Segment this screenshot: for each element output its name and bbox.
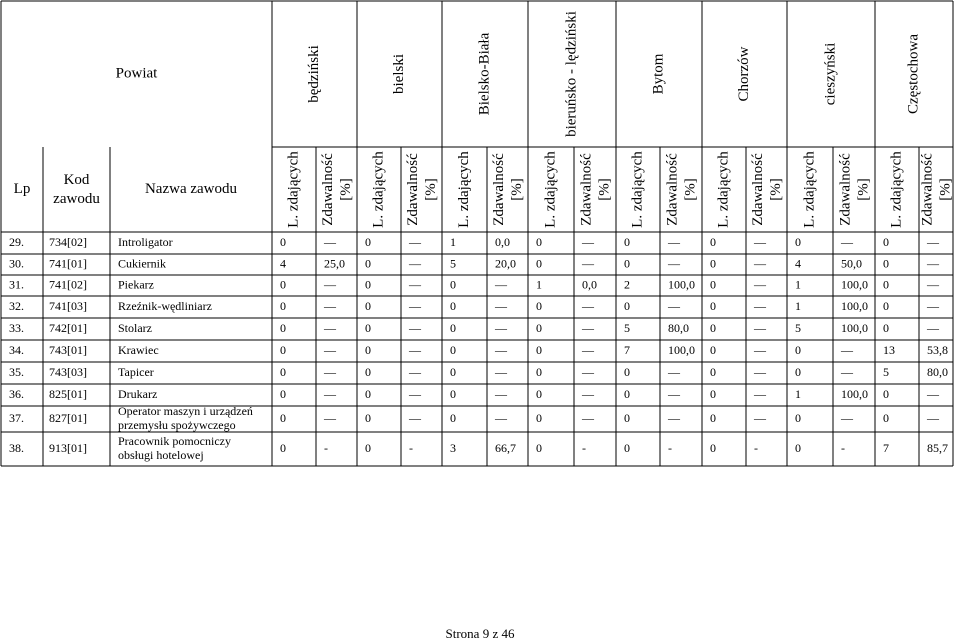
cell-l-zdajacych: 0: [280, 410, 286, 425]
cell-zdawalnosc: —: [409, 277, 421, 292]
header-kod: Kod: [63, 171, 90, 188]
cell-zdawalnosc: —: [582, 386, 594, 401]
cell-zdawalnosc: —: [754, 342, 766, 357]
cell-zdawalnosc: —: [495, 342, 507, 357]
cell-l-zdajacych: 0: [450, 364, 456, 379]
cell-l-zdajacych: 7: [883, 440, 889, 455]
cell-l-zdajacych: 5: [795, 320, 801, 335]
row-nazwa: Drukarz: [118, 386, 158, 401]
cell-zdawalnosc: 0,0: [495, 234, 510, 249]
header-zdawalnosc: Zdawalność: [490, 153, 507, 226]
cell-l-zdajacych: 0: [710, 277, 716, 292]
header-l-zdajacych: L. zdających: [455, 151, 472, 228]
cell-l-zdajacych: 0: [795, 364, 801, 379]
cell-l-zdajacych: 5: [883, 364, 889, 379]
header-l-zdajacych: L. zdających: [715, 151, 732, 228]
cell-zdawalnosc: 66,7: [495, 440, 516, 455]
cell-l-zdajacych: 0: [536, 234, 542, 249]
cell-l-zdajacych: 0: [536, 256, 542, 271]
cell-zdawalnosc: —: [754, 364, 766, 379]
cell-l-zdajacych: 0: [536, 320, 542, 335]
cell-l-zdajacych: 0: [624, 386, 630, 401]
row-lp: 32.: [9, 298, 24, 313]
row-kod: 734[02]: [49, 234, 87, 249]
cell-zdawalnosc: —: [668, 298, 680, 313]
cell-l-zdajacych: 0: [795, 234, 801, 249]
cell-zdawalnosc: —: [754, 277, 766, 292]
cell-zdawalnosc: —: [754, 320, 766, 335]
cell-l-zdajacych: 3: [450, 440, 456, 455]
header-l-zdajacych: L. zdających: [542, 151, 559, 228]
header-powiat-name: będziński: [305, 45, 322, 103]
cell-zdawalnosc: —: [409, 342, 421, 357]
header-l-zdajacych: L. zdających: [370, 151, 387, 228]
header-powiat-name: bieruńsko - lędziński: [563, 11, 580, 137]
cell-zdawalnosc: —: [495, 320, 507, 335]
cell-zdawalnosc: 85,7: [927, 440, 948, 455]
cell-zdawalnosc: —: [841, 364, 853, 379]
cell-zdawalnosc: —: [324, 298, 336, 313]
cell-l-zdajacych: 0: [795, 440, 801, 455]
cell-zdawalnosc: 50,0: [841, 256, 862, 271]
cell-l-zdajacych: 0: [536, 440, 542, 455]
cell-l-zdajacych: 0: [365, 386, 371, 401]
row-lp: 35.: [9, 364, 24, 379]
header-zdawalnosc: Zdawalność: [837, 153, 854, 226]
header-zdawalnosc: Zdawalność: [404, 153, 421, 226]
cell-zdawalnosc: —: [495, 386, 507, 401]
row-kod: 741[03]: [49, 298, 87, 313]
cell-zdawalnosc: —: [324, 320, 336, 335]
cell-zdawalnosc: —: [927, 320, 939, 335]
header-zdawalnosc-unit: [%]: [937, 178, 954, 201]
cell-l-zdajacych: 0: [450, 386, 456, 401]
cell-l-zdajacych: 0: [710, 440, 716, 455]
cell-l-zdajacych: 0: [883, 386, 889, 401]
row-nazwa: Krawiec: [118, 342, 159, 357]
cell-zdawalnosc: —: [324, 410, 336, 425]
cell-zdawalnosc: 100,0: [841, 298, 868, 313]
cell-zdawalnosc: 80,0: [668, 320, 689, 335]
cell-zdawalnosc: 100,0: [668, 277, 695, 292]
row-lp: 31.: [9, 277, 24, 292]
cell-zdawalnosc: —: [409, 234, 421, 249]
row-kod: 913[01]: [49, 440, 87, 455]
header-powiat: Powiat: [115, 65, 158, 82]
cell-l-zdajacych: 0: [365, 440, 371, 455]
page-number: Strona 9 z 46: [445, 626, 515, 641]
cell-l-zdajacych: 0: [883, 298, 889, 313]
cell-zdawalnosc: —: [582, 298, 594, 313]
cell-zdawalnosc: —: [582, 256, 594, 271]
cell-zdawalnosc: —: [582, 342, 594, 357]
row-kod: 742[01]: [49, 320, 87, 335]
cell-l-zdajacych: 0: [450, 277, 456, 292]
cell-l-zdajacych: 5: [624, 320, 630, 335]
cell-l-zdajacych: 0: [624, 410, 630, 425]
cell-zdawalnosc: —: [495, 277, 507, 292]
cell-zdawalnosc: —: [668, 256, 680, 271]
cell-zdawalnosc: —: [841, 234, 853, 249]
cell-l-zdajacych: 0: [795, 342, 801, 357]
cell-l-zdajacych: 1: [536, 277, 542, 292]
row-nazwa: przemysłu spożywczego: [118, 417, 236, 432]
cell-l-zdajacych: 0: [365, 320, 371, 335]
row-lp: 29.: [9, 234, 24, 249]
header-nazwa-zawodu: Nazwa zawodu: [144, 180, 238, 197]
cell-l-zdajacych: 0: [450, 298, 456, 313]
cell-l-zdajacych: 0: [624, 256, 630, 271]
cell-zdawalnosc: —: [582, 364, 594, 379]
cell-zdawalnosc: 53,8: [927, 342, 948, 357]
cell-l-zdajacych: 4: [795, 256, 801, 271]
cell-zdawalnosc: —: [409, 256, 421, 271]
cell-zdawalnosc: 80,0: [927, 364, 948, 379]
header-zdawalnosc: Zdawalność: [919, 153, 936, 226]
header-powiat-name: bielski: [390, 54, 407, 94]
cell-l-zdajacych: 1: [795, 298, 801, 313]
row-lp: 33.: [9, 320, 24, 335]
header-zdawalnosc-unit: [%]: [682, 178, 699, 201]
cell-zdawalnosc: -: [841, 440, 845, 455]
exam-results-table: [1, 1, 953, 466]
row-lp: 37.: [9, 410, 24, 425]
row-nazwa: Pracownik pomocniczy: [118, 433, 231, 448]
cell-zdawalnosc: —: [668, 234, 680, 249]
cell-zdawalnosc: 100,0: [841, 320, 868, 335]
cell-zdawalnosc: —: [927, 256, 939, 271]
cell-l-zdajacych: 0: [624, 364, 630, 379]
header-zawodu: zawodu: [53, 190, 100, 207]
cell-l-zdajacych: 0: [280, 386, 286, 401]
cell-l-zdajacych: 0: [883, 320, 889, 335]
cell-zdawalnosc: —: [841, 342, 853, 357]
cell-zdawalnosc: —: [927, 234, 939, 249]
cell-l-zdajacych: 0: [710, 364, 716, 379]
cell-zdawalnosc: -: [754, 440, 758, 455]
cell-zdawalnosc: —: [754, 256, 766, 271]
row-lp: 38.: [9, 440, 24, 455]
header-powiat-name: cieszyński: [822, 42, 839, 106]
cell-l-zdajacych: 0: [365, 364, 371, 379]
cell-l-zdajacych: 0: [280, 364, 286, 379]
cell-zdawalnosc: —: [668, 386, 680, 401]
row-nazwa: Introligator: [118, 234, 173, 249]
cell-l-zdajacych: 0: [536, 386, 542, 401]
cell-l-zdajacych: 7: [624, 342, 630, 357]
header-zdawalnosc-unit: [%]: [596, 178, 613, 201]
cell-l-zdajacych: 1: [795, 386, 801, 401]
cell-l-zdajacych: 0: [365, 342, 371, 357]
header-zdawalnosc-unit: [%]: [508, 178, 525, 201]
row-lp: 30.: [9, 256, 24, 271]
cell-zdawalnosc: 20,0: [495, 256, 516, 271]
cell-zdawalnosc: —: [409, 298, 421, 313]
cell-l-zdajacych: 4: [280, 256, 286, 271]
header-zdawalnosc: Zdawalność: [319, 153, 336, 226]
cell-l-zdajacych: 0: [536, 342, 542, 357]
cell-l-zdajacych: 0: [883, 234, 889, 249]
cell-l-zdajacych: 2: [624, 277, 630, 292]
cell-zdawalnosc: —: [582, 320, 594, 335]
cell-zdawalnosc: -: [582, 440, 586, 455]
cell-zdawalnosc: 100,0: [668, 342, 695, 357]
row-nazwa: obsługi hotelowej: [118, 447, 204, 462]
cell-zdawalnosc: —: [927, 410, 939, 425]
cell-zdawalnosc: -: [324, 440, 328, 455]
row-kod: 741[02]: [49, 277, 87, 292]
header-powiat-name: Bytom: [650, 53, 667, 95]
cell-zdawalnosc: -: [409, 440, 413, 455]
header-zdawalnosc-unit: [%]: [855, 178, 872, 201]
cell-l-zdajacych: 0: [624, 298, 630, 313]
cell-l-zdajacych: 0: [365, 256, 371, 271]
cell-zdawalnosc: —: [495, 364, 507, 379]
cell-l-zdajacych: 0: [365, 298, 371, 313]
header-l-zdajacych: L. zdających: [629, 151, 646, 228]
cell-zdawalnosc: —: [495, 298, 507, 313]
cell-zdawalnosc: 0,0: [582, 277, 597, 292]
header-lp: Lp: [13, 180, 31, 197]
cell-zdawalnosc: —: [324, 386, 336, 401]
cell-l-zdajacych: 0: [710, 410, 716, 425]
cell-l-zdajacych: 0: [365, 410, 371, 425]
cell-l-zdajacych: 0: [280, 440, 286, 455]
row-nazwa: Stolarz: [118, 320, 152, 335]
row-kod: 825[01]: [49, 386, 87, 401]
cell-l-zdajacych: 0: [883, 277, 889, 292]
header-zdawalnosc: Zdawalność: [578, 153, 595, 226]
cell-zdawalnosc: —: [841, 410, 853, 425]
cell-l-zdajacych: 0: [450, 320, 456, 335]
cell-zdawalnosc: —: [324, 234, 336, 249]
cell-zdawalnosc: —: [927, 298, 939, 313]
cell-zdawalnosc: —: [409, 364, 421, 379]
cell-l-zdajacych: 0: [536, 364, 542, 379]
cell-l-zdajacych: 0: [883, 410, 889, 425]
cell-l-zdajacych: 0: [450, 342, 456, 357]
cell-zdawalnosc: —: [668, 364, 680, 379]
cell-zdawalnosc: —: [754, 386, 766, 401]
header-powiat-name: Częstochowa: [905, 34, 922, 114]
cell-zdawalnosc: —: [927, 277, 939, 292]
cell-zdawalnosc: 100,0: [841, 386, 868, 401]
row-kod: 743[01]: [49, 342, 87, 357]
cell-l-zdajacych: 0: [280, 342, 286, 357]
cell-l-zdajacych: 0: [710, 298, 716, 313]
cell-zdawalnosc: —: [582, 234, 594, 249]
cell-l-zdajacych: 0: [365, 234, 371, 249]
row-nazwa: Tapicer: [118, 364, 154, 379]
cell-zdawalnosc: —: [754, 298, 766, 313]
cell-l-zdajacych: 0: [450, 410, 456, 425]
cell-zdawalnosc: —: [754, 410, 766, 425]
cell-zdawalnosc: —: [409, 386, 421, 401]
cell-l-zdajacych: 0: [536, 410, 542, 425]
row-nazwa: Rzeźnik-wędliniarz: [118, 298, 212, 313]
header-powiat-name: Chorzów: [735, 46, 752, 102]
header-powiat-name: Bielsko-Biała: [476, 32, 493, 116]
row-kod: 827[01]: [49, 410, 87, 425]
row-lp: 36.: [9, 386, 24, 401]
cell-zdawalnosc: —: [409, 320, 421, 335]
header-zdawalnosc-unit: [%]: [422, 178, 439, 201]
cell-l-zdajacych: 0: [710, 386, 716, 401]
cell-l-zdajacych: 0: [624, 440, 630, 455]
cell-zdawalnosc: —: [668, 410, 680, 425]
header-l-zdajacych: L. zdających: [888, 151, 905, 228]
cell-l-zdajacych: 0: [280, 320, 286, 335]
cell-l-zdajacych: 0: [883, 256, 889, 271]
cell-l-zdajacych: 0: [710, 320, 716, 335]
cell-zdawalnosc: -: [668, 440, 672, 455]
header-zdawalnosc-unit: [%]: [337, 178, 354, 201]
cell-zdawalnosc: —: [582, 410, 594, 425]
cell-l-zdajacych: 5: [450, 256, 456, 271]
header-zdawalnosc: Zdawalność: [749, 153, 766, 226]
cell-l-zdajacych: 1: [795, 277, 801, 292]
cell-l-zdajacych: 0: [795, 410, 801, 425]
cell-zdawalnosc: —: [324, 364, 336, 379]
header-zdawalnosc-unit: [%]: [767, 178, 784, 201]
header-zdawalnosc: Zdawalność: [664, 153, 681, 226]
cell-l-zdajacych: 0: [710, 234, 716, 249]
header-l-zdajacych: L. zdających: [285, 151, 302, 228]
cell-zdawalnosc: —: [495, 410, 507, 425]
row-lp: 34.: [9, 342, 24, 357]
cell-l-zdajacych: 13: [883, 342, 895, 357]
cell-zdawalnosc: —: [324, 277, 336, 292]
row-nazwa: Cukiernik: [118, 256, 166, 271]
cell-l-zdajacych: 0: [710, 256, 716, 271]
cell-l-zdajacych: 1: [450, 234, 456, 249]
cell-l-zdajacych: 0: [280, 298, 286, 313]
row-kod: 743[03]: [49, 364, 87, 379]
cell-l-zdajacych: 0: [710, 342, 716, 357]
cell-l-zdajacych: 0: [365, 277, 371, 292]
cell-l-zdajacych: 0: [280, 277, 286, 292]
cell-l-zdajacych: 0: [536, 298, 542, 313]
row-nazwa: Operator maszyn i urządzeń: [118, 403, 253, 418]
row-kod: 741[01]: [49, 256, 87, 271]
header-l-zdajacych: L. zdających: [801, 151, 818, 228]
cell-zdawalnosc: —: [754, 234, 766, 249]
cell-l-zdajacych: 0: [624, 234, 630, 249]
cell-zdawalnosc: —: [324, 342, 336, 357]
cell-zdawalnosc: 25,0: [324, 256, 345, 271]
cell-zdawalnosc: —: [927, 386, 939, 401]
row-nazwa: Piekarz: [118, 277, 154, 292]
cell-zdawalnosc: —: [409, 410, 421, 425]
cell-l-zdajacych: 0: [280, 234, 286, 249]
cell-zdawalnosc: 100,0: [841, 277, 868, 292]
